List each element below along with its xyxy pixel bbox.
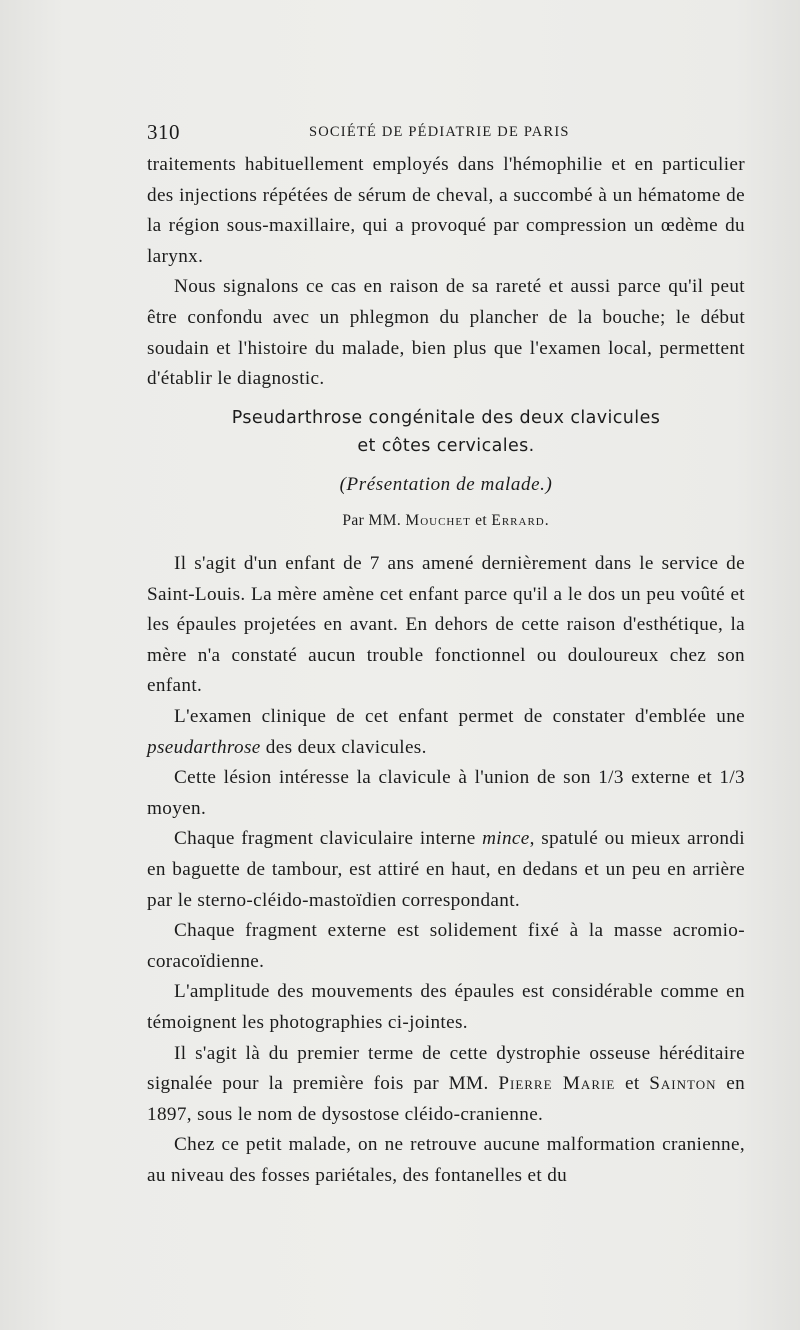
author-name: Mouchet: [405, 512, 471, 529]
body-paragraph: [147, 1039, 745, 1131]
text-run: L'examen clinique de cet enfant permet de constater d'emblée une: [174, 705, 745, 727]
article-title-line: Pseudarthrose congénitale des deux clavicules: [231, 408, 661, 428]
body-paragraph: Il s'agit d'un enfant de 7 ans amené dernièrement dans le service de Saint-Louis. La mère amène cet enfant parce qu'il a le dos un peu voûté et les épaules projetées en avant. En dehors de cette raison d'esthétique, la mère n'a constaté aucun trouble fonctionnel ou douloureux chez son enfant.: [147, 553, 745, 697]
italic-term: pseudarthrose: [147, 736, 261, 758]
presentation-note: (Présentation de malade.): [339, 474, 553, 495]
cited-author: Pierre Marie: [498, 1073, 616, 1095]
body-paragraph: [147, 702, 745, 763]
article-body: [147, 549, 745, 1191]
article-title: [147, 404, 745, 460]
page-number: 310: [147, 120, 180, 144]
body-paragraph: Cette lésion intéresse la clavicule à l'union de son 1/3 externe et 1/3 moyen.: [147, 767, 745, 819]
body-paragraph: L'amplitude des mouvements des épaules est considérable comme en témoignent les photographies ci-jointes.: [147, 981, 745, 1033]
journal-title: SOCIÉTÉ DE PÉDIATRIE DE PARIS: [309, 124, 570, 140]
text-run: , spatulé ou mieux arrondi en baguette de tambour, est attiré en haut, en dedans et un peu en arrière par le sterno-cléido-mastoïdien correspondant.: [147, 828, 745, 911]
intro-paragraph: traitements habituellement employés dans l'hémophilie et en particulier des injections répétées de sérum de cheval, a succombé à un hématome de la région sous-maxillaire, qui a provoqué par compression un œdème du larynx.: [147, 154, 745, 267]
text-run: des deux clavicules.: [265, 736, 427, 758]
body-paragraph: [147, 824, 745, 916]
text-run: en 1897, sous le nom de dysostose cléido-cranienne.: [147, 1073, 746, 1125]
cited-author: Sainton: [649, 1073, 717, 1095]
authors-conjunction: et: [475, 512, 488, 529]
text-run: et: [624, 1073, 640, 1095]
text-run: Chaque fragment claviculaire interne: [174, 828, 476, 850]
authors-prefix: Par MM.: [342, 512, 402, 529]
italic-term: mince: [482, 828, 530, 850]
article-title-line: et côtes cervicales.: [357, 436, 535, 456]
intro-paragraph: Nous signalons ce cas en raison de sa rareté et aussi parce qu'il peut être confondu avec un phlegmon du plancher de la bouche; le début soudain et l'histoire du malade, bien plus que l'examen local, permettent d'établir le diagnostic.: [147, 276, 745, 390]
author-name: Errard.: [491, 512, 550, 529]
intro-text: [147, 150, 745, 395]
body-paragraph: Chaque fragment externe est solidement fixé à la masse acromio-coracoïdienne.: [147, 920, 745, 972]
running-head: [147, 120, 742, 144]
text-run: Il s'agit là du premier terme de cette dystrophie osseuse héréditaire signalée pour la première fois par MM.: [147, 1042, 745, 1095]
body-paragraph: Chez ce petit malade, on ne retrouve aucune malformation cranienne, au niveau des fosses pariétales, des fontanelles et du: [147, 1134, 745, 1186]
authors-line: [147, 512, 745, 530]
